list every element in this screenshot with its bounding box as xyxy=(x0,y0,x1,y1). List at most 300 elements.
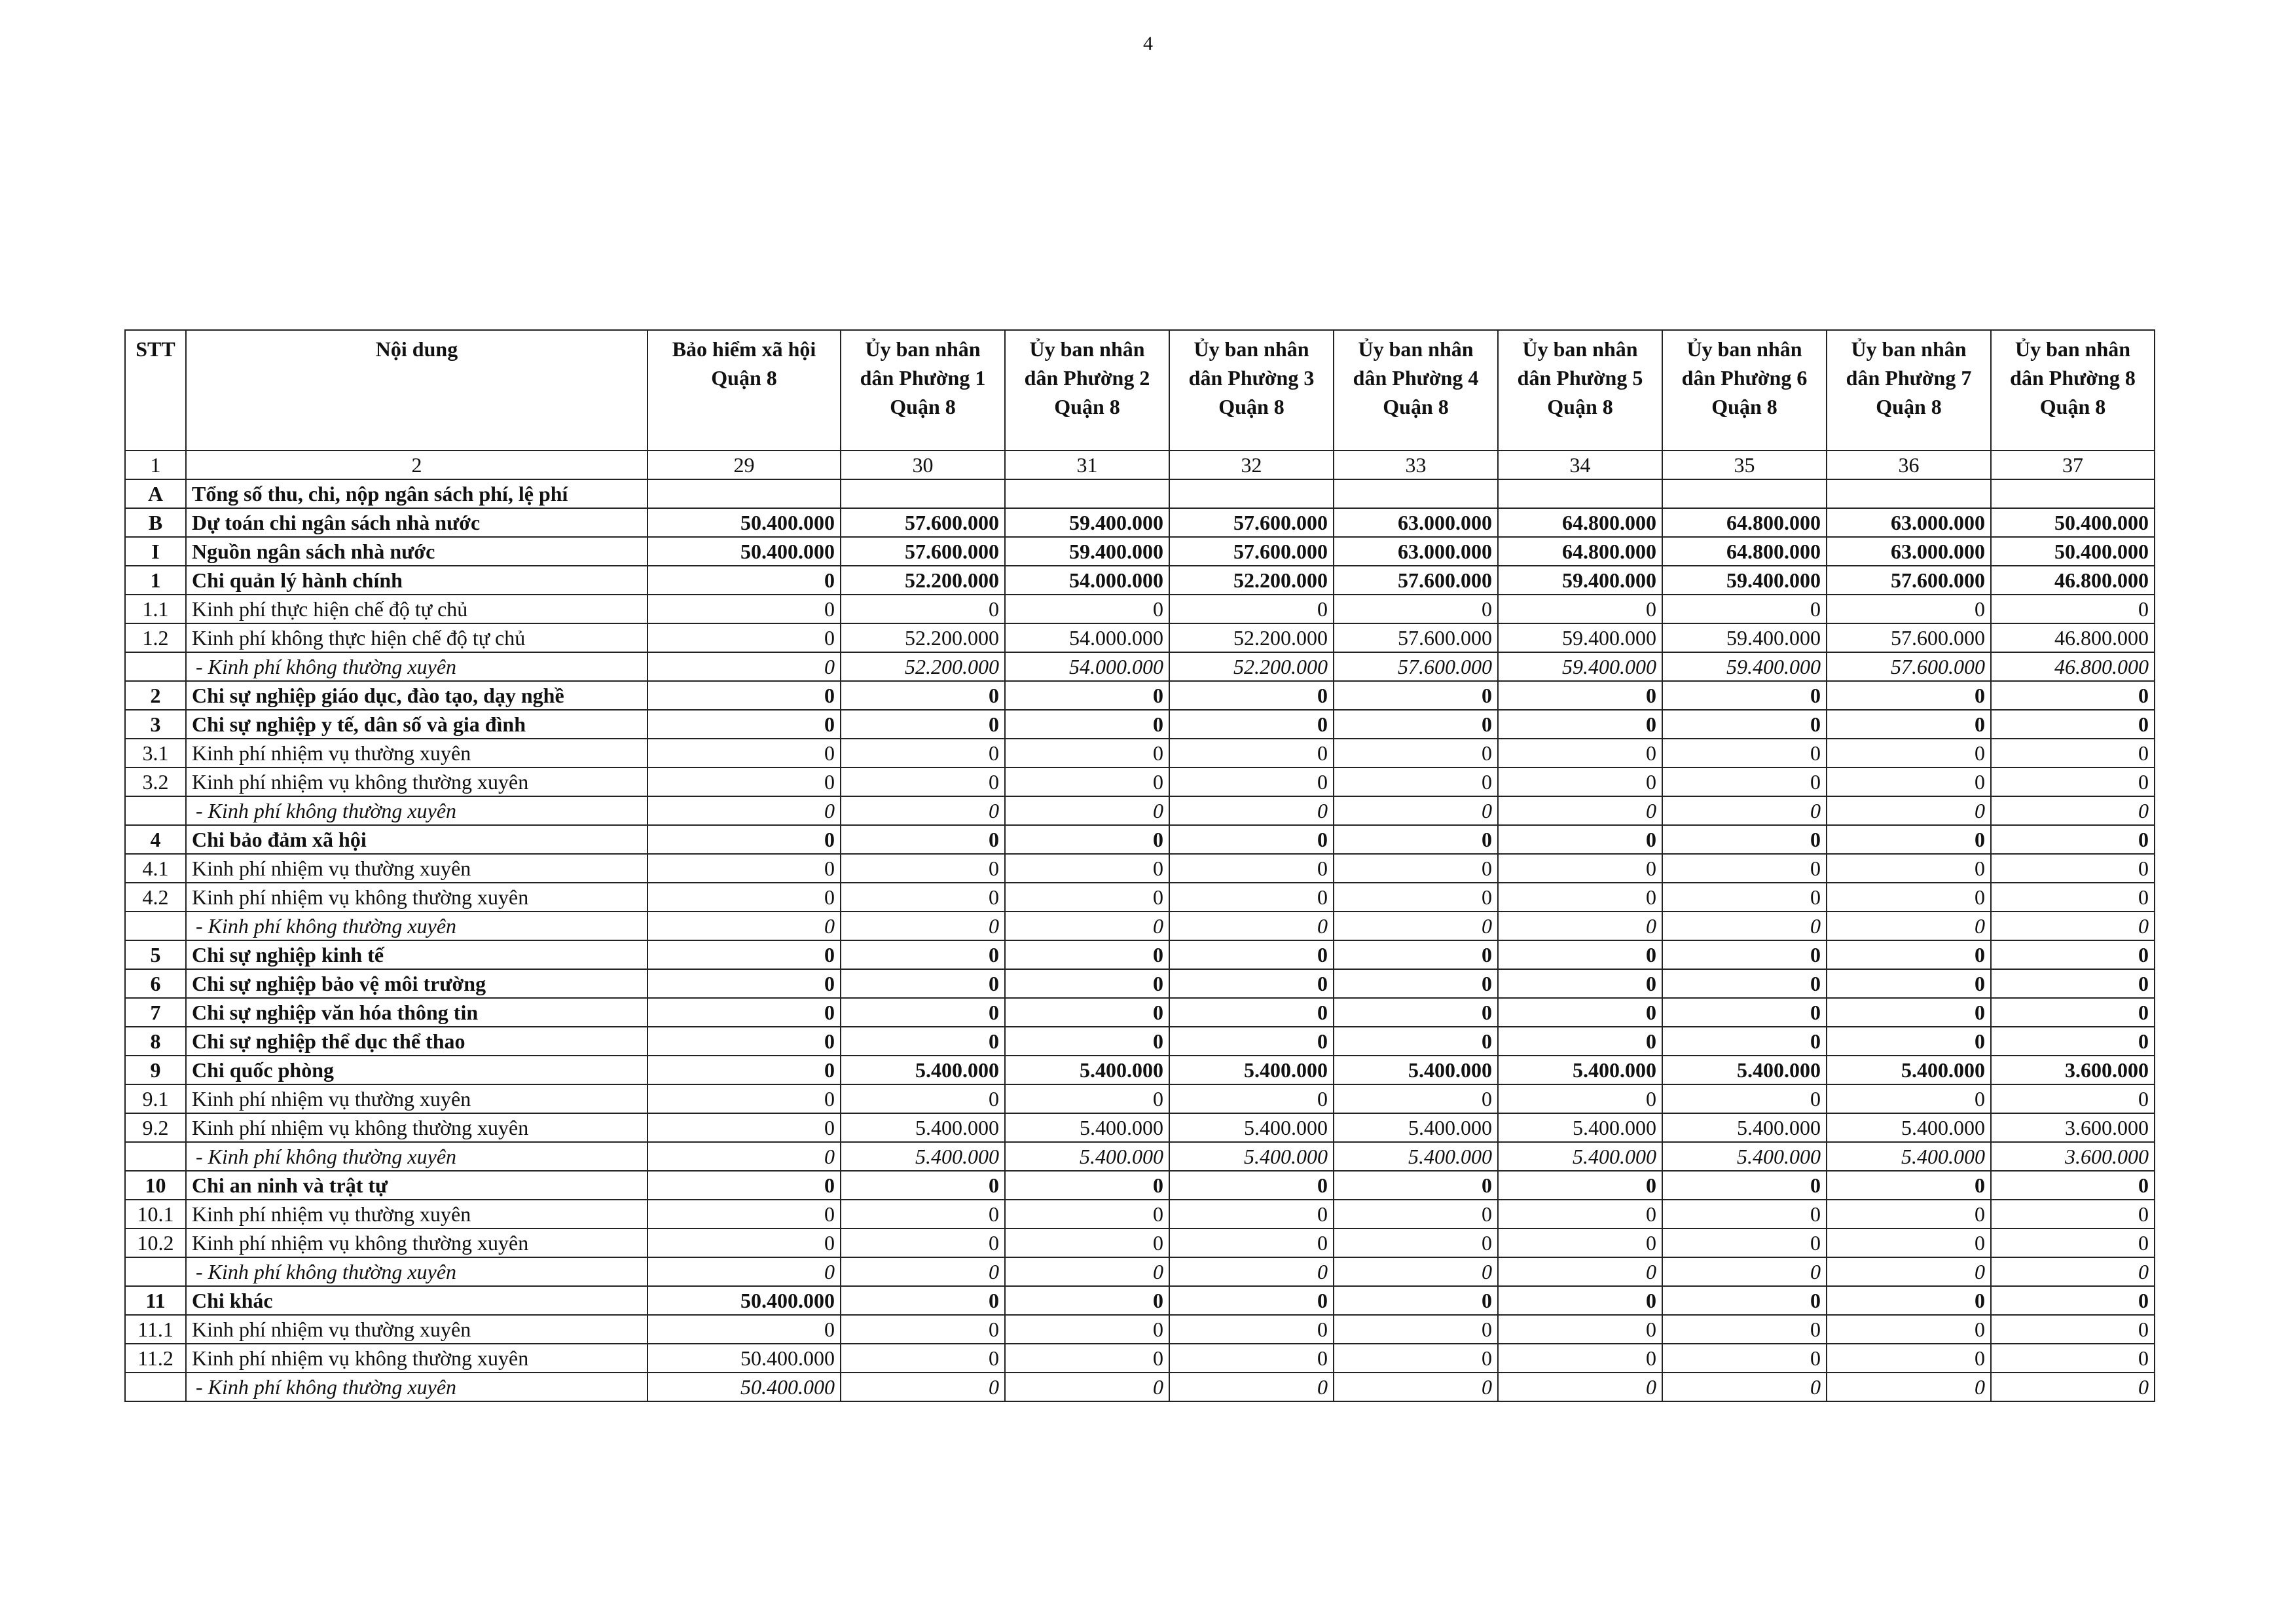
row-value: 0 xyxy=(1498,969,1662,998)
row-value: 0 xyxy=(1334,1344,1498,1373)
row-value: 50.400.000 xyxy=(647,508,841,537)
row-content: Kinh phí nhiệm vụ không thường xuyên xyxy=(186,1228,647,1257)
row-stt xyxy=(125,912,186,940)
row-stt: 3.2 xyxy=(125,767,186,796)
table-row xyxy=(125,767,2155,796)
row-content: Chi sự nghiệp kinh tế xyxy=(186,940,647,969)
row-value: 0 xyxy=(841,1027,1005,1056)
row-value: 0 xyxy=(1827,1171,1991,1200)
row-value: 0 xyxy=(1169,1171,1334,1200)
row-value: 64.800.000 xyxy=(1498,537,1662,566)
row-content: Kinh phí nhiệm vụ không thường xuyên xyxy=(186,1344,647,1373)
row-value: 3.600.000 xyxy=(1991,1113,2155,1142)
row-value: 50.400.000 xyxy=(647,1373,841,1401)
row-content: Chi bảo đảm xã hội xyxy=(186,825,647,854)
row-value: 0 xyxy=(1662,883,1827,912)
row-stt xyxy=(125,796,186,825)
row-value: 5.400.000 xyxy=(1005,1142,1169,1171)
row-value: 5.400.000 xyxy=(1498,1056,1662,1084)
table-row xyxy=(125,710,2155,739)
budget-table xyxy=(124,329,2155,1402)
row-value: 0 xyxy=(1991,1228,2155,1257)
row-value: 5.400.000 xyxy=(1498,1142,1662,1171)
row-value: 0 xyxy=(1005,1228,1169,1257)
row-value: 0 xyxy=(841,1315,1005,1344)
row-value: 0 xyxy=(841,710,1005,739)
row-stt: 10 xyxy=(125,1171,186,1200)
row-value: 0 xyxy=(647,1027,841,1056)
row-value: 0 xyxy=(1662,739,1827,767)
row-value: 59.400.000 xyxy=(1005,537,1169,566)
row-value: 0 xyxy=(1662,969,1827,998)
row-value: 64.800.000 xyxy=(1498,508,1662,537)
row-value: 0 xyxy=(1005,940,1169,969)
table-row xyxy=(125,1171,2155,1200)
row-value: 0 xyxy=(841,969,1005,998)
row-value: 0 xyxy=(1005,767,1169,796)
row-content: Chi sự nghiệp thể dục thể thao xyxy=(186,1027,647,1056)
table-header xyxy=(125,330,2155,451)
row-value: 0 xyxy=(1334,1200,1498,1228)
column-index-row xyxy=(125,451,2155,479)
row-value: 0 xyxy=(1827,854,1991,883)
table-row xyxy=(125,508,2155,537)
row-value: 0 xyxy=(1662,710,1827,739)
row-value: 0 xyxy=(841,739,1005,767)
row-value: 0 xyxy=(1498,710,1662,739)
row-value: 0 xyxy=(1662,1257,1827,1286)
row-value xyxy=(647,479,841,508)
row-value: 0 xyxy=(1991,940,2155,969)
column-index-cell: 32 xyxy=(1169,451,1334,479)
row-value: 0 xyxy=(1169,1200,1334,1228)
row-content: Kinh phí thực hiện chế độ tự chủ xyxy=(186,595,647,623)
row-value: 0 xyxy=(1169,998,1334,1027)
row-value: 0 xyxy=(1991,1171,2155,1200)
row-value: 0 xyxy=(1005,969,1169,998)
row-value: 0 xyxy=(1991,825,2155,854)
row-value: 0 xyxy=(1827,1257,1991,1286)
row-stt: 5 xyxy=(125,940,186,969)
row-stt: 7 xyxy=(125,998,186,1027)
row-value: 0 xyxy=(841,1171,1005,1200)
row-value: 0 xyxy=(1498,1344,1662,1373)
row-value: 0 xyxy=(647,595,841,623)
header-col-2: Bảo hiểm xã hội Quận 8 xyxy=(647,330,841,451)
header-col-4: Ủy ban nhân dân Phường 2 Quận 8 xyxy=(1005,330,1169,451)
row-value: 0 xyxy=(1498,739,1662,767)
row-value: 0 xyxy=(1662,1286,1827,1315)
row-value: 57.600.000 xyxy=(1334,652,1498,681)
row-value xyxy=(1169,479,1334,508)
row-content: Kinh phí nhiệm vụ không thường xuyên xyxy=(186,1113,647,1142)
row-value: 0 xyxy=(841,1228,1005,1257)
row-value: 0 xyxy=(1005,1286,1169,1315)
row-value: 0 xyxy=(841,767,1005,796)
header-col-3: Ủy ban nhân dân Phường 1 Quận 8 xyxy=(841,330,1005,451)
row-value: 0 xyxy=(1169,796,1334,825)
row-value: 57.600.000 xyxy=(1827,566,1991,595)
row-content: Kinh phí nhiệm vụ không thường xuyên xyxy=(186,883,647,912)
row-value: 54.000.000 xyxy=(1005,566,1169,595)
row-stt: 4.1 xyxy=(125,854,186,883)
row-value: 0 xyxy=(1334,739,1498,767)
row-value: 5.400.000 xyxy=(841,1056,1005,1084)
row-value: 0 xyxy=(1334,1027,1498,1056)
row-stt: I xyxy=(125,537,186,566)
row-value: 0 xyxy=(1169,969,1334,998)
row-value: 0 xyxy=(1169,595,1334,623)
row-value: 0 xyxy=(1991,1315,2155,1344)
row-value: 0 xyxy=(1498,1084,1662,1113)
row-value: 0 xyxy=(1334,796,1498,825)
row-stt: 3 xyxy=(125,710,186,739)
row-value: 0 xyxy=(1169,883,1334,912)
row-value: 0 xyxy=(1169,1084,1334,1113)
table-row xyxy=(125,739,2155,767)
row-value: 0 xyxy=(1005,710,1169,739)
row-value: 5.400.000 xyxy=(1498,1113,1662,1142)
row-value: 0 xyxy=(1334,883,1498,912)
row-value: 0 xyxy=(1827,825,1991,854)
row-value: 0 xyxy=(1662,1084,1827,1113)
row-content: Chi sự nghiệp giáo dục, đào tạo, dạy nghề xyxy=(186,681,647,710)
row-value: 0 xyxy=(1005,1027,1169,1056)
column-index-cell: 36 xyxy=(1827,451,1991,479)
column-index-cell: 1 xyxy=(125,451,186,479)
row-value xyxy=(1005,479,1169,508)
row-value: 50.400.000 xyxy=(647,537,841,566)
row-stt xyxy=(125,1257,186,1286)
row-value: 64.800.000 xyxy=(1662,508,1827,537)
row-value: 3.600.000 xyxy=(1991,1142,2155,1171)
row-value: 0 xyxy=(647,825,841,854)
row-value: 0 xyxy=(841,883,1005,912)
row-value: 0 xyxy=(1991,1373,2155,1401)
table-row xyxy=(125,1344,2155,1373)
column-index-cell: 34 xyxy=(1498,451,1662,479)
row-value: 0 xyxy=(841,681,1005,710)
row-value: 59.400.000 xyxy=(1662,623,1827,652)
row-value: 0 xyxy=(1005,883,1169,912)
row-value: 0 xyxy=(1662,1228,1827,1257)
row-value: 59.400.000 xyxy=(1662,566,1827,595)
row-value: 63.000.000 xyxy=(1827,537,1991,566)
table-row xyxy=(125,1084,2155,1113)
row-value: 0 xyxy=(1169,1315,1334,1344)
row-content: Chi quản lý hành chính xyxy=(186,566,647,595)
table-row xyxy=(125,912,2155,940)
row-value: 0 xyxy=(647,652,841,681)
row-value: 3.600.000 xyxy=(1991,1056,2155,1084)
row-value: 0 xyxy=(1334,969,1498,998)
row-content: - Kinh phí không thường xuyên xyxy=(186,1257,647,1286)
row-value: 0 xyxy=(1827,1286,1991,1315)
row-value: 5.400.000 xyxy=(1662,1142,1827,1171)
row-value: 0 xyxy=(1827,681,1991,710)
row-value: 54.000.000 xyxy=(1005,623,1169,652)
row-value: 0 xyxy=(1498,1200,1662,1228)
row-value: 0 xyxy=(647,1315,841,1344)
row-value: 0 xyxy=(1334,1373,1498,1401)
row-value: 0 xyxy=(1827,969,1991,998)
row-stt: 8 xyxy=(125,1027,186,1056)
row-value: 0 xyxy=(1498,681,1662,710)
table-row xyxy=(125,1200,2155,1228)
row-stt: 6 xyxy=(125,969,186,998)
row-value: 0 xyxy=(1991,767,2155,796)
row-value: 0 xyxy=(1991,883,2155,912)
row-value: 0 xyxy=(1334,1315,1498,1344)
table-row xyxy=(125,969,2155,998)
row-value: 0 xyxy=(841,912,1005,940)
row-value: 0 xyxy=(841,940,1005,969)
row-content: Chi sự nghiệp y tế, dân số và gia đình xyxy=(186,710,647,739)
row-value: 0 xyxy=(841,1200,1005,1228)
row-stt xyxy=(125,1142,186,1171)
row-value: 0 xyxy=(841,1257,1005,1286)
row-value: 0 xyxy=(1827,940,1991,969)
row-value: 0 xyxy=(1991,1200,2155,1228)
row-value xyxy=(1334,479,1498,508)
row-value: 0 xyxy=(1498,998,1662,1027)
table-row xyxy=(125,1027,2155,1056)
row-value: 0 xyxy=(1005,1084,1169,1113)
row-value: 0 xyxy=(1498,767,1662,796)
row-value: 0 xyxy=(1334,1228,1498,1257)
row-value: 0 xyxy=(1991,595,2155,623)
row-value: 50.400.000 xyxy=(1991,537,2155,566)
row-value: 0 xyxy=(1662,595,1827,623)
row-value: 5.400.000 xyxy=(1169,1056,1334,1084)
row-value: 0 xyxy=(1991,1344,2155,1373)
row-value: 0 xyxy=(1334,998,1498,1027)
row-value: 63.000.000 xyxy=(1334,537,1498,566)
column-index-cell: 37 xyxy=(1991,451,2155,479)
row-value: 5.400.000 xyxy=(1662,1056,1827,1084)
table-row xyxy=(125,652,2155,681)
row-value: 0 xyxy=(647,912,841,940)
row-value: 0 xyxy=(647,940,841,969)
row-value: 52.200.000 xyxy=(841,652,1005,681)
row-stt: 11.2 xyxy=(125,1344,186,1373)
row-value: 0 xyxy=(1334,1171,1498,1200)
row-value: 0 xyxy=(647,681,841,710)
table-row xyxy=(125,1257,2155,1286)
header-row xyxy=(125,330,2155,451)
row-value: 0 xyxy=(1991,1286,2155,1315)
header-col-7: Ủy ban nhân dân Phường 5 Quận 8 xyxy=(1498,330,1662,451)
row-content: Chi an ninh và trật tự xyxy=(186,1171,647,1200)
row-stt: 9 xyxy=(125,1056,186,1084)
row-value: 0 xyxy=(1005,854,1169,883)
row-value: 0 xyxy=(1169,681,1334,710)
row-value: 0 xyxy=(1334,854,1498,883)
row-value: 0 xyxy=(647,566,841,595)
row-value: 0 xyxy=(647,623,841,652)
row-value: 0 xyxy=(1005,1315,1169,1344)
row-value: 5.400.000 xyxy=(841,1113,1005,1142)
row-value: 59.400.000 xyxy=(1662,652,1827,681)
row-value: 0 xyxy=(1498,1315,1662,1344)
row-content: - Kinh phí không thường xuyên xyxy=(186,652,647,681)
row-value: 0 xyxy=(1991,854,2155,883)
row-value: 0 xyxy=(1991,796,2155,825)
row-value: 0 xyxy=(1334,1257,1498,1286)
row-value: 0 xyxy=(1169,1228,1334,1257)
row-value: 5.400.000 xyxy=(841,1142,1005,1171)
row-value: 0 xyxy=(647,883,841,912)
row-value: 0 xyxy=(1169,1286,1334,1315)
row-content: Kinh phí nhiệm vụ thường xuyên xyxy=(186,739,647,767)
row-stt: 9.2 xyxy=(125,1113,186,1142)
row-content: Chi sự nghiệp bảo vệ môi trường xyxy=(186,969,647,998)
row-value: 0 xyxy=(647,739,841,767)
row-value: 0 xyxy=(1498,1257,1662,1286)
row-value: 52.200.000 xyxy=(841,566,1005,595)
row-content: Kinh phí nhiệm vụ thường xuyên xyxy=(186,1084,647,1113)
header-col-5: Ủy ban nhân dân Phường 3 Quận 8 xyxy=(1169,330,1334,451)
row-value: 5.400.000 xyxy=(1827,1113,1991,1142)
row-value: 0 xyxy=(841,1344,1005,1373)
row-content: Kinh phí nhiệm vụ thường xuyên xyxy=(186,1200,647,1228)
row-value: 0 xyxy=(1169,1373,1334,1401)
row-value: 59.400.000 xyxy=(1498,652,1662,681)
row-value: 0 xyxy=(1662,940,1827,969)
row-value: 0 xyxy=(1827,1200,1991,1228)
row-value: 57.600.000 xyxy=(1827,652,1991,681)
row-value: 0 xyxy=(1827,912,1991,940)
row-value: 5.400.000 xyxy=(1005,1113,1169,1142)
row-stt: A xyxy=(125,479,186,508)
row-value: 0 xyxy=(1334,767,1498,796)
row-value: 59.400.000 xyxy=(1498,566,1662,595)
row-value: 0 xyxy=(1169,739,1334,767)
table-row xyxy=(125,566,2155,595)
row-value: 0 xyxy=(1827,1027,1991,1056)
row-value: 0 xyxy=(1005,595,1169,623)
row-value: 57.600.000 xyxy=(841,537,1005,566)
row-value: 57.600.000 xyxy=(1827,623,1991,652)
row-value: 0 xyxy=(1827,710,1991,739)
column-index-cell: 30 xyxy=(841,451,1005,479)
header-col-9: Ủy ban nhân dân Phường 7 Quận 8 xyxy=(1827,330,1991,451)
row-content: - Kinh phí không thường xuyên xyxy=(186,1373,647,1401)
row-value: 0 xyxy=(1334,940,1498,969)
row-value: 0 xyxy=(1662,1373,1827,1401)
row-value: 0 xyxy=(1827,796,1991,825)
header-content: Nội dung xyxy=(186,330,647,451)
table-row xyxy=(125,681,2155,710)
row-value: 0 xyxy=(1991,1084,2155,1113)
row-value: 0 xyxy=(1827,595,1991,623)
row-value: 0 xyxy=(647,1257,841,1286)
row-value: 0 xyxy=(1991,681,2155,710)
row-value: 0 xyxy=(647,1228,841,1257)
row-value: 0 xyxy=(1169,767,1334,796)
row-value: 0 xyxy=(1827,1084,1991,1113)
row-value: 0 xyxy=(1169,854,1334,883)
row-value: 0 xyxy=(1662,1315,1827,1344)
row-value: 0 xyxy=(647,998,841,1027)
row-value: 0 xyxy=(1827,1228,1991,1257)
row-value: 0 xyxy=(1334,595,1498,623)
row-content: - Kinh phí không thường xuyên xyxy=(186,912,647,940)
row-value: 0 xyxy=(647,1084,841,1113)
row-value: 64.800.000 xyxy=(1662,537,1827,566)
row-value: 0 xyxy=(841,595,1005,623)
row-value: 0 xyxy=(1662,1171,1827,1200)
table-body xyxy=(125,451,2155,1401)
row-stt: 9.1 xyxy=(125,1084,186,1113)
header-col-8: Ủy ban nhân dân Phường 6 Quận 8 xyxy=(1662,330,1827,451)
row-value: 0 xyxy=(1498,940,1662,969)
row-value: 57.600.000 xyxy=(841,508,1005,537)
row-value: 0 xyxy=(1334,710,1498,739)
row-value: 0 xyxy=(841,1373,1005,1401)
row-value: 0 xyxy=(1991,998,2155,1027)
row-value: 50.400.000 xyxy=(1991,508,2155,537)
row-value: 5.400.000 xyxy=(1005,1056,1169,1084)
row-value: 57.600.000 xyxy=(1334,566,1498,595)
row-value: 0 xyxy=(1498,595,1662,623)
row-value: 0 xyxy=(841,1286,1005,1315)
row-value: 0 xyxy=(1005,739,1169,767)
row-value: 0 xyxy=(1005,796,1169,825)
row-value: 0 xyxy=(1169,825,1334,854)
table-row xyxy=(125,796,2155,825)
row-stt: 10.2 xyxy=(125,1228,186,1257)
row-stt: 11.1 xyxy=(125,1315,186,1344)
row-value: 50.400.000 xyxy=(647,1286,841,1315)
row-value: 52.200.000 xyxy=(841,623,1005,652)
row-stt: 1 xyxy=(125,566,186,595)
row-value: 0 xyxy=(1169,912,1334,940)
row-value: 0 xyxy=(1991,912,2155,940)
row-value: 5.400.000 xyxy=(1662,1113,1827,1142)
row-value: 0 xyxy=(1005,1373,1169,1401)
column-index-cell: 35 xyxy=(1662,451,1827,479)
row-content: Chi sự nghiệp văn hóa thông tin xyxy=(186,998,647,1027)
row-value: 50.400.000 xyxy=(647,1344,841,1373)
table-row xyxy=(125,479,2155,508)
row-content: Chi quốc phòng xyxy=(186,1056,647,1084)
row-value: 52.200.000 xyxy=(1169,623,1334,652)
row-content: Nguồn ngân sách nhà nước xyxy=(186,537,647,566)
row-value: 0 xyxy=(1498,1286,1662,1315)
row-value: 0 xyxy=(1827,1344,1991,1373)
row-value: 46.800.000 xyxy=(1991,566,2155,595)
row-value: 0 xyxy=(1498,883,1662,912)
row-value: 0 xyxy=(1169,710,1334,739)
row-content: Kinh phí không thực hiện chế độ tự chủ xyxy=(186,623,647,652)
row-value: 0 xyxy=(1662,1344,1827,1373)
table-row xyxy=(125,1113,2155,1142)
row-value: 0 xyxy=(1498,912,1662,940)
row-value: 0 xyxy=(647,796,841,825)
row-value: 5.400.000 xyxy=(1827,1056,1991,1084)
row-content: Chi khác xyxy=(186,1286,647,1315)
row-value xyxy=(1991,479,2155,508)
column-index-cell: 2 xyxy=(186,451,647,479)
row-value: 0 xyxy=(1498,854,1662,883)
row-value: 59.400.000 xyxy=(1498,623,1662,652)
row-stt: B xyxy=(125,508,186,537)
row-content: Kinh phí nhiệm vụ không thường xuyên xyxy=(186,767,647,796)
row-value: 0 xyxy=(1005,912,1169,940)
row-value: 0 xyxy=(1005,681,1169,710)
row-value: 0 xyxy=(1005,1257,1169,1286)
